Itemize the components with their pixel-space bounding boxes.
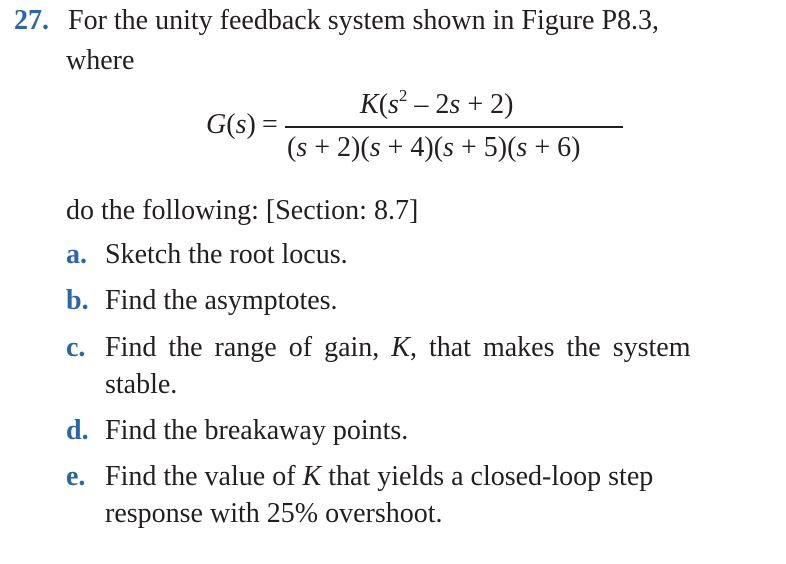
equals-sign: = xyxy=(262,109,278,140)
transfer-function-numerator: $K(s^2 - 2s + 2)$ xyxy=(360,86,514,120)
gain-k: K xyxy=(360,89,379,120)
item-c-text-line-2: stable. xyxy=(105,369,178,400)
problem-number: 27. xyxy=(14,5,49,36)
fraction-bar xyxy=(285,126,623,128)
item-c-text-line-1: Find the range of gain, K, that makes the system xyxy=(105,332,691,363)
transfer-function-denominator: (s + 2)(s + 4)(s + 5)(s + 6) xyxy=(287,132,581,163)
item-a-text: Sketch the root locus. xyxy=(105,239,348,270)
item-a-letter: a. xyxy=(66,239,87,270)
item-d-letter: d. xyxy=(66,415,89,446)
item-b-letter: b. xyxy=(66,285,89,316)
transfer-function-lhs: G(s) xyxy=(206,109,256,140)
item-e-text-line-2: response with 25% overshoot. xyxy=(105,498,443,529)
item-b-text: Find the asymptotes. xyxy=(105,285,338,316)
problem-intro-line-2: where xyxy=(66,45,135,76)
problem-intro-line-1: For the unity feedback system shown in Figure P8.3, xyxy=(68,5,660,36)
lead-text: do the following: [Section: 8.7] xyxy=(66,195,419,226)
item-e-letter: e. xyxy=(66,461,86,492)
item-c-letter: c. xyxy=(66,332,86,363)
item-e-text-line-1: Find the value of K that yields a closed-loop step xyxy=(105,461,654,492)
item-d-text: Find the breakaway points. xyxy=(105,415,409,446)
